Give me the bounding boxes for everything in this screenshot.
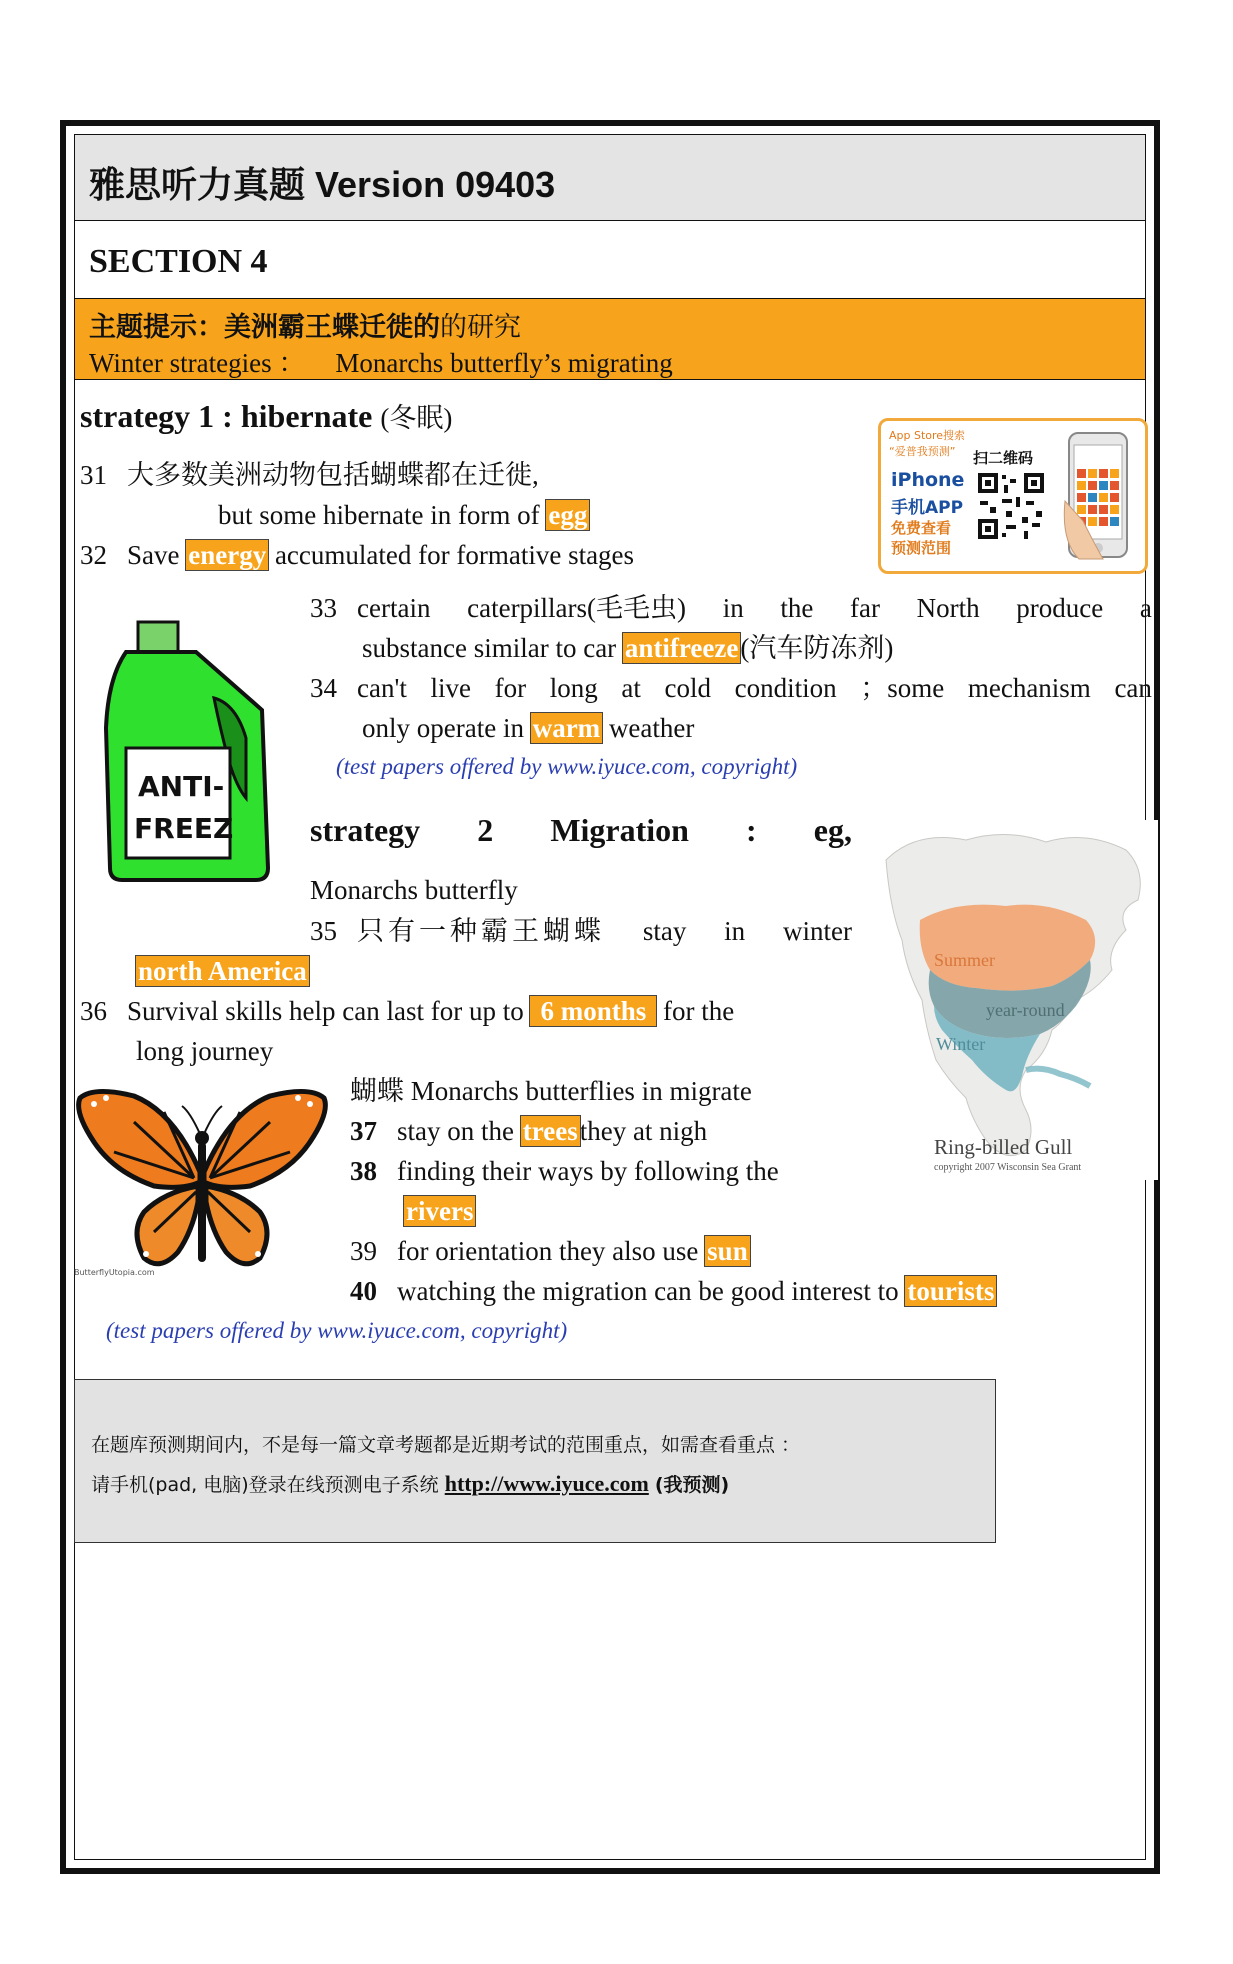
q35-word: in (724, 916, 746, 946)
migration-map (876, 820, 1158, 1180)
q39-pre: for orientation they also use (397, 1236, 699, 1266)
q40-answer: tourists (907, 1276, 995, 1306)
qr-ad[interactable] (878, 418, 1148, 574)
qr-ad-app: 手机APP (891, 498, 964, 518)
strategy1-zh: (冬眠) (380, 403, 453, 433)
q31-answer: egg (548, 500, 588, 530)
strategy2-heading (310, 812, 852, 849)
q37-post: they at nigh (579, 1116, 708, 1146)
q33-word: the (780, 593, 814, 623)
q34-word: for (494, 673, 527, 703)
strategy2-line2: Monarchs butterfly (310, 875, 518, 905)
q33-word: certain (357, 593, 431, 623)
q37-answer: trees (522, 1116, 578, 1146)
q35-word: stay (642, 916, 687, 946)
q38-answer: rivers (406, 1196, 474, 1226)
q33-word: a (1139, 593, 1152, 623)
q35-line2 (136, 954, 309, 988)
q39-line (350, 1234, 750, 1268)
q34-answer: warm (532, 713, 601, 743)
topic-en-left: Winter strategies ： (89, 348, 306, 378)
q34-word: can (1114, 673, 1152, 703)
q40-pre: watching the migration can be good interest to (397, 1276, 899, 1306)
q34-word: ；some (860, 673, 945, 703)
topic-bar (75, 298, 1145, 380)
antifreeze-jug-icon (96, 618, 282, 888)
monarchs-line: 蝴蝶 Monarchs butterflies in migrate (350, 1076, 752, 1106)
map-summer-label: Summer (934, 950, 995, 970)
q32-line (80, 538, 634, 572)
strategy2-word: eg, (813, 812, 852, 848)
q35-line1 (310, 914, 852, 948)
q39-number: 39 (350, 1236, 377, 1266)
q31-line2 (218, 498, 589, 532)
map-caption: Ring-billed Gull (934, 1135, 1073, 1159)
q36-answer: 6 months (530, 996, 656, 1026)
note-line1: 在题库预测期间内，不是每一篇文章考题都是近期考试的范围重点，如需查看重点 ： (91, 1434, 801, 1456)
topic-en-right: Monarchs butterfly’s migrating (335, 348, 673, 378)
jug-label-bottom: FREEZ (134, 812, 234, 845)
qr-ad-free: 免费查看 (891, 519, 952, 537)
q31-text: but some hibernate in form of (218, 500, 540, 530)
q33-word: in (722, 593, 744, 623)
strategy1-label: strategy 1 : hibernate (80, 398, 373, 434)
copyright-note-2: (test papers offered by www.iyuce.com, copyright) (106, 1318, 568, 1343)
q34-word: live (430, 673, 471, 703)
q31-line1 (80, 458, 539, 492)
q34-post: weather (608, 713, 695, 743)
q34-line1 (310, 671, 1152, 705)
q34-line2 (362, 711, 694, 745)
note-line2 (91, 1470, 729, 1497)
q37-number: 37 (350, 1116, 377, 1146)
q32-answer: energy (188, 540, 267, 570)
q34-word: cold (664, 673, 711, 703)
note-line2-pre: 请手机(pad, 电脑)登录在线预测电子系统 (91, 1474, 439, 1496)
strategy2-word: : (746, 812, 757, 848)
copyright-note-1: (test papers offered by www.iyuce.com, copyright) (336, 754, 798, 779)
q38-line1 (350, 1154, 779, 1188)
q33-post: (汽车防冻剂) (740, 633, 894, 663)
title-bar (75, 135, 1145, 221)
q34-word: long (549, 673, 598, 703)
q33-word: North (916, 593, 980, 623)
q33-word: far (850, 593, 880, 623)
q40-number: 40 (350, 1276, 377, 1306)
q33-number: 33 (310, 593, 337, 623)
strategy1-heading (80, 396, 452, 435)
q38-number: 38 (350, 1156, 377, 1186)
strategy2-word: strategy (310, 812, 421, 848)
qr-code-icon[interactable] (976, 471, 1046, 541)
q32-number: 32 (80, 540, 107, 570)
q33-word: produce (1016, 593, 1104, 623)
map-credit: copyright 2007 Wisconsin Sea Grant (934, 1162, 1082, 1173)
q35-number: 35 (310, 916, 337, 946)
q36-line1 (80, 994, 734, 1028)
qr-ad-iphone: iPhone (891, 469, 965, 491)
q35-words (357, 914, 852, 948)
q34-word: at (621, 673, 641, 703)
q34-word: condition (734, 673, 837, 703)
q36-line2: long journey (136, 1036, 274, 1066)
topic-zh-prefix: 主题提示：美洲霸王蝶迁徙的 (89, 312, 440, 343)
q33-line1 (310, 591, 1152, 625)
q36-number: 36 (80, 996, 107, 1026)
jug-label-top: ANTI- (138, 770, 225, 803)
note-box (74, 1379, 996, 1543)
butterfly-credit: ButterflyUtopia.com (74, 1268, 155, 1277)
q34-pre: only operate in (362, 713, 524, 743)
topic-en (89, 341, 673, 380)
q36-pre: Survival skills help can last for up to (127, 996, 524, 1026)
q31-number: 31 (80, 460, 107, 490)
phone-icon (1063, 431, 1137, 563)
q34-number: 34 (310, 673, 337, 703)
q31-zh: 大多数美洲动物包括蝴蝶都在迁徙, (127, 460, 539, 490)
map-yearround-label: year-round (986, 1000, 1065, 1020)
q40-line (350, 1274, 996, 1308)
q34-words (357, 671, 1152, 705)
q33-answer: antifreeze (624, 633, 739, 663)
q33-line2 (362, 631, 893, 665)
q38-text: finding their ways by following the (397, 1156, 779, 1186)
iyuce-link[interactable]: http://www.iyuce.com (444, 1471, 649, 1496)
map-winter-label: Winter (936, 1034, 986, 1054)
q34-word: can't (357, 673, 407, 703)
q37-line (350, 1114, 707, 1148)
qr-ad-scan: 扫二维码 (973, 449, 1034, 467)
page-title: 雅思听力真题 Version 09403 (89, 164, 556, 205)
q33-word: caterpillars(毛毛虫) (467, 593, 687, 623)
topic-zh-suffix: 的研究 (440, 312, 521, 342)
qr-ad-range: 预测范围 (891, 539, 952, 557)
section-title: SECTION 4 (89, 243, 268, 280)
q34-word: mechanism (967, 673, 1091, 703)
butterfly-icon (74, 1082, 330, 1282)
strategy2-word: 2 (477, 812, 494, 848)
q32-pre: Save (127, 540, 180, 570)
q35-word: winter (783, 916, 852, 946)
q33-pre: substance similar to car (362, 633, 617, 663)
note-line2-post: (我预测) (654, 1474, 730, 1496)
q37-pre: stay on the (397, 1116, 514, 1146)
q35-answer: north America (138, 956, 307, 986)
qr-ad-name: “爱普我预测” (889, 445, 956, 458)
strategy2-word: Migration (550, 812, 689, 848)
q38-line2 (404, 1194, 475, 1228)
q35-word: 只有一种霸王蝴蝶 (357, 916, 605, 946)
topic-zh (89, 305, 521, 344)
q33-words (357, 591, 1152, 625)
q32-post: accumulated for formative stages (274, 540, 635, 570)
q36-post: for the (662, 996, 735, 1026)
q39-answer: sun (707, 1236, 748, 1266)
qr-ad-top: App Store搜索 (889, 429, 966, 442)
